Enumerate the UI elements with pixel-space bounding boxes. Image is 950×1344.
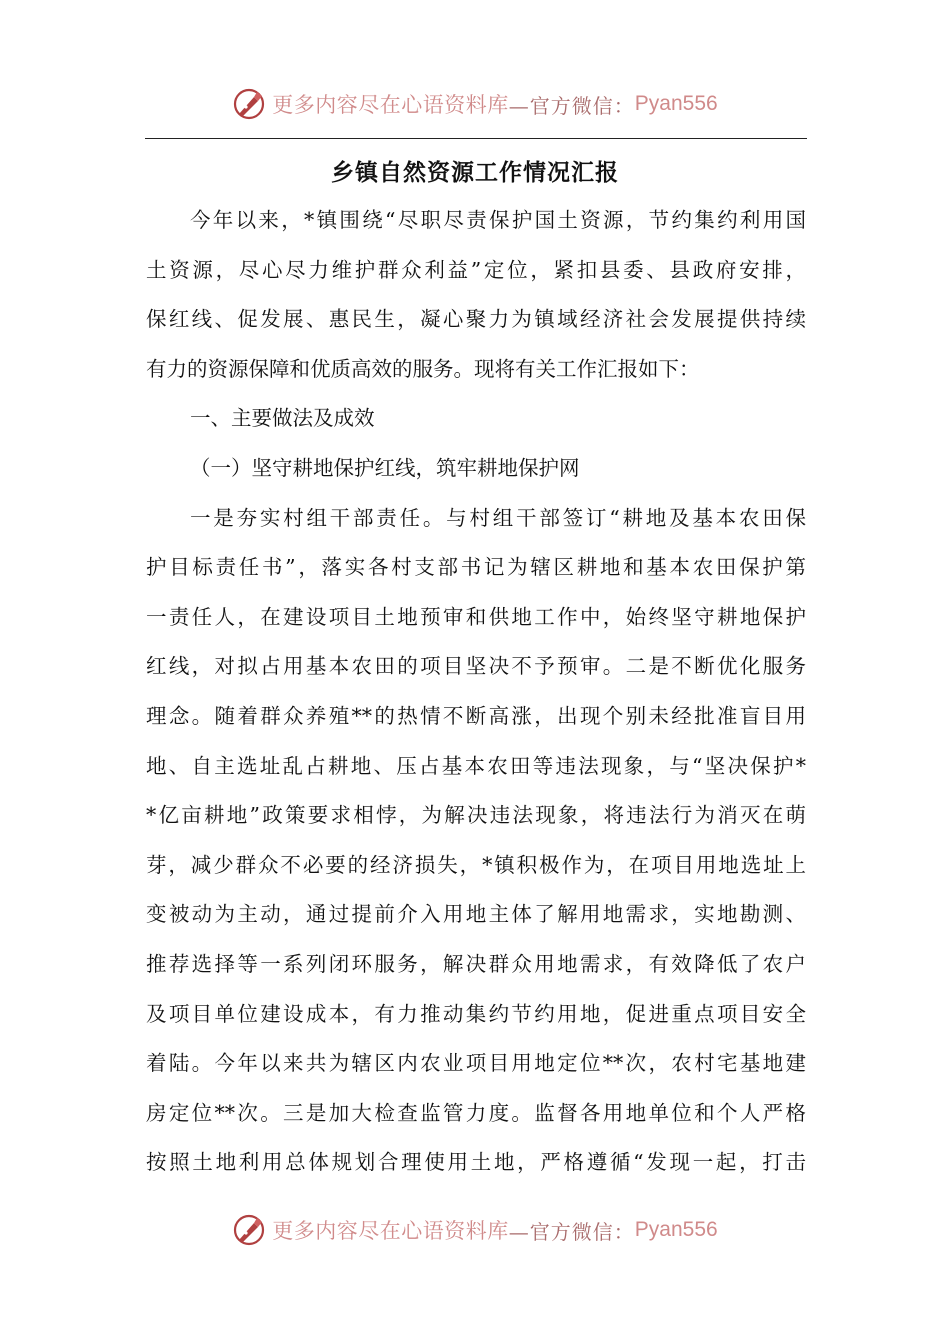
body-line: 今年以来，*镇围绕“尽职尽责保护国土资源，节约集约利用国 (190, 208, 806, 232)
body-line: 土资源，尽心尽力维护群众利益”定位，紧扣县委、县政府安排， (146, 257, 806, 282)
body-line: *亿亩耕地”政策要求相悖，为解决违法现象，将违法行为消灭在萌 (146, 803, 806, 828)
body-line: 有力的资源保障和优质高效的服务。现将有关工作汇报如下： (146, 356, 700, 381)
watermark-brand-text: 更多内容尽在心语资料库 (272, 93, 509, 117)
document-title: 乡镇自然资源工作情况汇报 (331, 159, 619, 186)
watermark-official-label: —官方微信： (508, 93, 635, 118)
header-divider (145, 138, 807, 139)
pen-nib-logo-icon (232, 1213, 266, 1247)
document-body (146, 196, 806, 1188)
body-line: 一责任人，在建设项目土地预审和供地工作中，始终坚守耕地保护 (146, 604, 806, 629)
watermark-handle: Pyan556 (634, 1218, 718, 1241)
body-line: 理念。随着群众养殖**的热情不断高涨，出现个别未经批准盲目用 (146, 703, 806, 728)
pen-nib-logo-icon (232, 87, 266, 121)
watermark-brand-text: 更多内容尽在心语资料库 (272, 1219, 509, 1243)
body-line: 房定位**次。三是加大检查监管力度。监督各用地单位和个人严格 (146, 1100, 806, 1125)
body-line: 一是夯实村组干部责任。与村组干部签订“耕地及基本农田保 (190, 505, 806, 530)
body-line: 护目标责任书”，落实各村支部书记为辖区耕地和基本农田保护第 (146, 555, 806, 580)
body-line: 芽，减少群众不必要的经济损失，*镇积极作为，在项目用地选址上 (146, 852, 806, 877)
body-line: 及项目单位建设成本，有力推动集约节约用地，促进重点项目安全 (146, 1001, 806, 1026)
section-heading: 一、主要做法及成效 (190, 406, 375, 431)
body-line: 变被动为主动，通过提前介入用地主体了解用地需求，实地勘测、 (146, 902, 806, 927)
body-line: 按照土地利用总体规划合理使用土地，严格遵循“发现一起，打击 (146, 1150, 806, 1175)
watermark-banner-bottom (0, 1210, 950, 1250)
body-line: 地、自主选址乱占耕地、压占基本农田等违法现象，与“坚决保护* (146, 753, 806, 778)
watermark-official-label: —官方微信： (508, 1219, 635, 1244)
body-line: 红线，对拟占用基本农田的项目坚决不予预审。二是不断优化服务 (146, 654, 806, 679)
subsection-heading: （一）坚守耕地保护红线，筑牢耕地保护网 (190, 455, 580, 480)
watermark-banner-top (0, 84, 950, 124)
body-line: 推荐选择等一系列闭环服务，解决群众用地需求，有效降低了农户 (146, 951, 806, 976)
body-line: 保红线、促发展、惠民生，凝心聚力为镇域经济社会发展提供持续 (146, 307, 806, 332)
watermark-handle: Pyan556 (634, 92, 718, 115)
body-line: 着陆。今年以来共为辖区内农业项目用地定位**次，农村宅基地建 (146, 1051, 806, 1076)
